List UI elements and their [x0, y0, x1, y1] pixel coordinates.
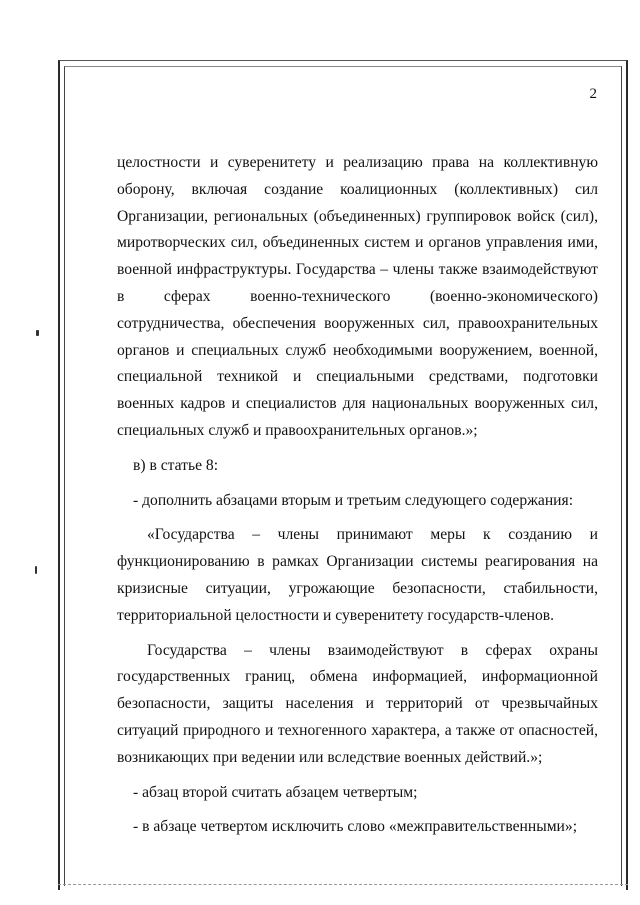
page-number: 2 — [589, 86, 597, 102]
paragraph-quote-2: Государства – члены взаимодействуют в сферах охраны государственных границ, обмена информацией, информационной безопасности, защиты населения и территорий от чрезвычайных ситуаций природного и техногенного характера, а также от опасностей, возникающих при ведении или вследствие военных действий.»; — [117, 641, 598, 766]
scan-speck — [35, 566, 37, 574]
page-bottom-rule — [58, 884, 628, 885]
paragraph-continuation: целостности и суверенитету и реализацию права на коллективную оборону, включая создание коалиционных (коллективных) сил Организации, региональных (объединенных) группировок войск (сил), миротворческих сил, объединенных систем и органов управления ими, военной инфраструктуры. Государства – члены также взаимодействуют в сферах военно-технического (военно-экономического) сотрудничества, обеспечения вооруженных сил, правоохранительных органов и специальных служб необходимыми вооружением, военной, специальной техникой и специальными средствами, подготовки военных кадров и специалистов для национальных вооруженных сил, специальных служб и правоохранительных органов.»; — [117, 154, 598, 439]
paragraph-quote-1: «Государства – члены принимают меры к созданию и функционированию в рамках Организации системы реагирования на кризисные ситуации, угрожающие безопасности, стабильности, территориальной целостности и суверенитету государств-членов. — [117, 526, 598, 624]
document-body — [117, 150, 598, 841]
paragraph-add-clauses: - дополнить абзацами вторым и третьим следующего содержания: — [133, 491, 574, 509]
paragraph-renumber: - абзац второй считать абзацем четвертым; — [133, 783, 418, 801]
scan-speck — [36, 330, 39, 336]
paragraph-article-8: в) в статье 8: — [133, 456, 219, 474]
paragraph-exclude-word: - в абзаце четвертом исключить слово «межправительственными»; — [133, 818, 578, 836]
